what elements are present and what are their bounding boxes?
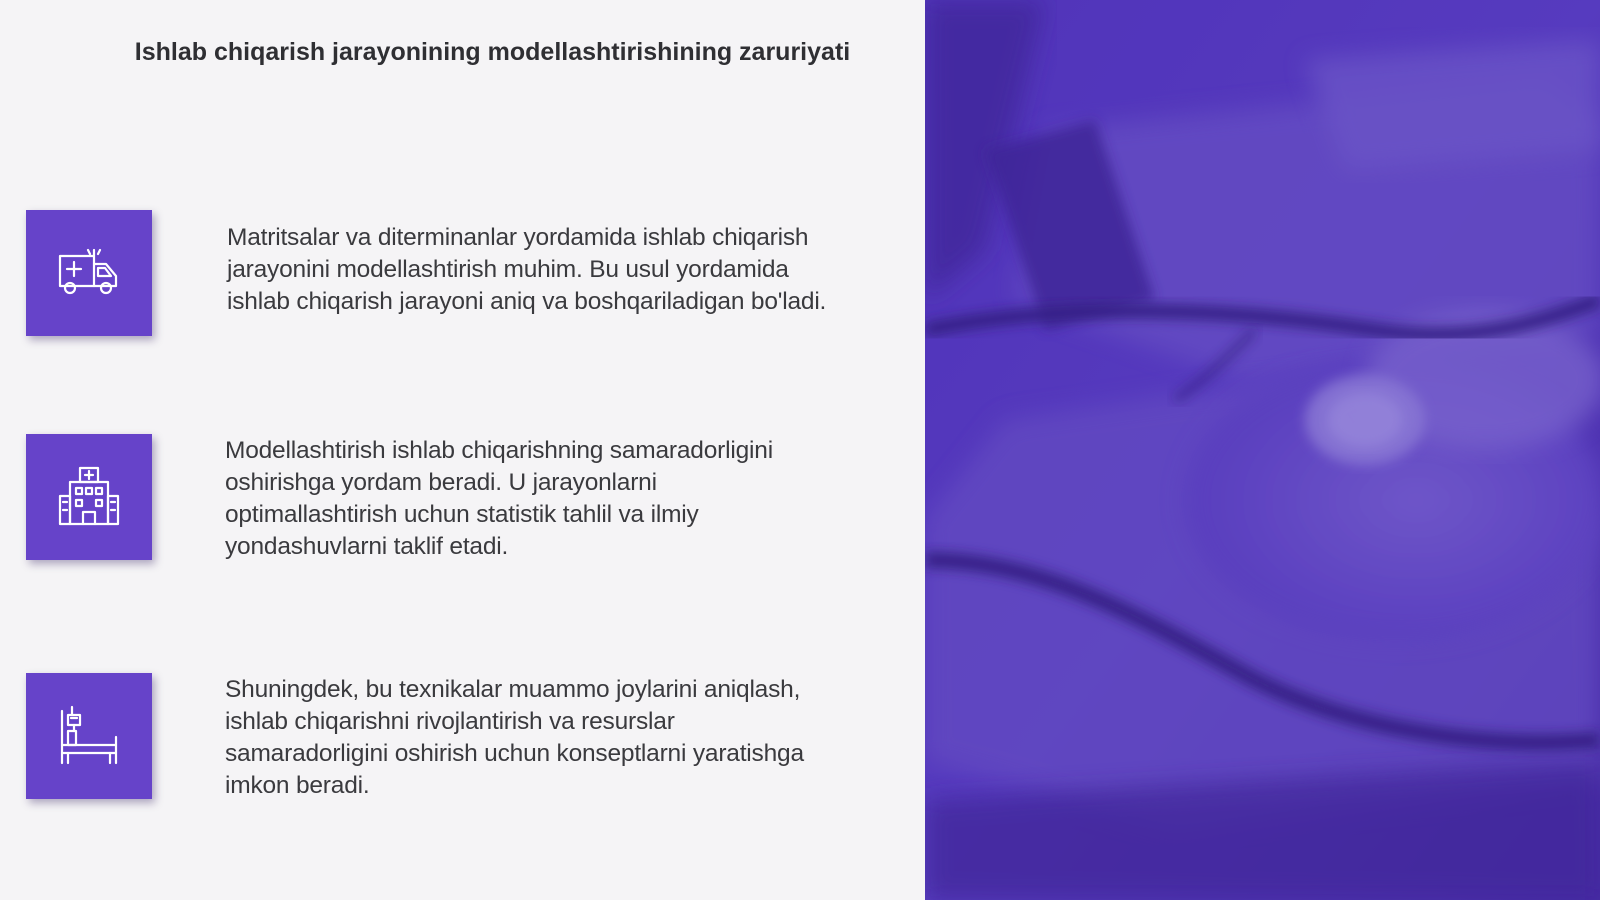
ambulance-icon-box — [26, 210, 152, 336]
hospital-icon — [54, 462, 124, 532]
hospital-icon-box — [26, 434, 152, 560]
slide-title: Ishlab chiqarish jarayonining modellashtirishining zaruriyati — [134, 38, 851, 66]
item-text: Matritsalar va diterminanlar yordamida ishlab chiqarish jarayonini modellashtirish muhim. Bu usul yordamida ishlab chiqarish jarayoni aniq va boshqariladigan bo'ladi. — [227, 224, 827, 315]
ambulance-icon — [54, 238, 124, 308]
hospital-bed-icon — [54, 701, 124, 771]
item-text: Modellashtirish ishlab chiqarishning samaradorligini oshirishga yordam beradi. U jarayonlarni optimallashtirish uchun statistik tahlil va ilmiy yondashuvlarni taklif etadi. — [225, 437, 773, 560]
stethoscope-photo — [925, 0, 1600, 900]
hospital-bed-icon-box — [26, 673, 152, 799]
item-text: Shuningdek, bu texnikalar muammo joylarini aniqlash, ishlab chiqarishni rivojlantirish va resurslar samaradorligini oshirish uchun konseptlarni yaratishga imkon beradi. — [225, 676, 804, 799]
